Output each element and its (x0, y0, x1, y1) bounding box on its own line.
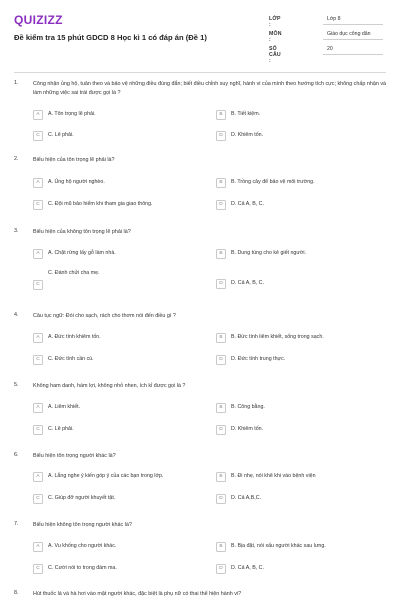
question-number: 3. (14, 228, 19, 234)
option-letter-box: A (33, 110, 43, 120)
option-letter-box: B (216, 333, 226, 343)
option-text: C. Đánh chửi cha mẹ. (48, 270, 100, 276)
option-letter-box: C (33, 280, 43, 290)
quiz-title: Đề kiểm tra 15 phút GDCD 8 Học kì 1 có đáp án (Đề 1) (14, 33, 207, 42)
option-letter-box: A (33, 178, 43, 188)
option-letter-box: B (216, 178, 226, 188)
question-number: 2. (14, 156, 19, 162)
option-letter-box: A (33, 542, 43, 552)
option-text: A. Chặt rừng lấy gỗ làm nhà. (48, 250, 116, 256)
meta-subject-label: MÔN : (269, 31, 282, 43)
meta-class-label: LỚP : (269, 16, 281, 28)
meta-subject-underline (323, 39, 383, 40)
option-text: C. Giúp đỡ người khuyết tật. (48, 495, 116, 501)
option-text: D. Đức tính trung thực. (231, 356, 286, 362)
option-letter-box: B (216, 110, 226, 120)
question-text: Biểu hiện của không tôn trọng lẽ phải là? (33, 229, 131, 235)
option-letter-box: C (33, 355, 43, 365)
question-number: 4. (14, 312, 19, 318)
option-text: A. Ủng hộ người nghèo. (48, 179, 105, 185)
question-text: Câu tục ngữ: Đói cho sạch, rách cho thơm nói đến điều gì ? (33, 313, 176, 319)
option-letter-box: D (216, 494, 226, 504)
option-text: C. Lẽ phải. (48, 426, 74, 432)
option-letter-box: B (216, 249, 226, 259)
question-number: 6. (14, 452, 19, 458)
option-text: A. Liêm khiết. (48, 404, 81, 410)
option-text: C. Cười nói to trong đám ma. (48, 565, 117, 571)
option-text: D. Cả A, B, C. (231, 280, 264, 286)
option-letter-box: C (33, 131, 43, 141)
question-number: 7. (14, 521, 19, 527)
header-divider (14, 72, 386, 73)
option-letter-box: B (216, 542, 226, 552)
worksheet-header (0, 0, 400, 62)
option-text: B. Bịa đặt, nói xấu người khác sau lưng. (231, 543, 326, 549)
question-text: Công nhận ủng hộ, tuân theo và bảo vệ những điều đúng đắn; biết điều chỉnh suy nghĩ, hành vi của mình theo hướng tích cực; không chấp nhận và làm những việc sai trái được gọi là ? (33, 81, 387, 96)
question-number: 5. (14, 382, 19, 388)
option-text: D. Khiêm tốn. (231, 426, 264, 432)
meta-class-underline (323, 24, 383, 25)
option-letter-box: D (216, 131, 226, 141)
option-text: B. Đi nhẹ, nói khẽ khi vào bệnh viện (231, 473, 316, 479)
option-text: B. Tiết kiệm. (231, 111, 261, 117)
option-letter-box: B (216, 403, 226, 413)
option-text: D. Cả A,B,C. (231, 495, 262, 501)
option-text: B. Công bằng. (231, 404, 265, 410)
meta-class-value: Lớp 8 (327, 16, 341, 22)
option-letter-box: A (33, 472, 43, 482)
option-letter-box: B (216, 472, 226, 482)
question-text: Biểu hiện của tôn trọng lẽ phải là? (33, 157, 115, 163)
option-text: C. Lẽ phải. (48, 132, 74, 138)
option-letter-box: C (33, 564, 43, 574)
question-text: Biểu hiện không tôn trọng người khác là? (33, 522, 132, 528)
option-text: A. Lắng nghe ý kiến góp ý của các bạn trong lớp. (48, 473, 164, 479)
option-text: A. Tôn trọng lẽ phải. (48, 111, 96, 117)
option-letter-box: A (33, 249, 43, 259)
option-letter-box: C (33, 494, 43, 504)
option-letter-box: D (216, 355, 226, 365)
option-letter-box: D (216, 425, 226, 435)
option-text: C. Đức tính cần cù. (48, 356, 94, 362)
option-text: D. Khiêm tốn. (231, 132, 264, 138)
question-number: 1. (14, 80, 19, 86)
meta-count-value: 20 (327, 46, 333, 52)
option-letter-box: D (216, 279, 226, 289)
option-letter-box: A (33, 403, 43, 413)
option-text: B. Trồng cây để bảo vệ môi trường. (231, 179, 315, 185)
option-text: A. Đức tính khiêm tốn. (48, 334, 101, 340)
meta-count-underline (323, 54, 383, 55)
option-text: C. Đội mũ bảo hiểm khi tham gia giao thông. (48, 201, 153, 207)
option-letter-box: D (216, 200, 226, 210)
option-letter-box: D (216, 564, 226, 574)
question-text: Biểu hiện tôn trọng người khác là? (33, 453, 116, 459)
quizizz-logo: QUIZIZZ (14, 13, 63, 27)
option-text: D. Cả A, B, C. (231, 565, 264, 571)
meta-count-label: SỐ CÂU : (269, 46, 281, 64)
option-letter-box: A (33, 333, 43, 343)
meta-subject-value: Giáo dục công dân (327, 31, 371, 37)
option-letter-box: C (33, 425, 43, 435)
question-text: Hút thuốc lá và hà hơi vào mặt người khác, đặc biệt là phụ nữ có thai thể hiện hành vi? (33, 591, 242, 597)
question-number: 8. (14, 590, 19, 596)
option-text: D. Cả A, B, C. (231, 201, 264, 207)
option-text: A. Vu khống cho người khác. (48, 543, 117, 549)
option-letter-box: C (33, 200, 43, 210)
option-text: B. Dung túng cho kẻ giết người. (231, 250, 307, 256)
option-text: B. Đức tính liêm khiết, sống trong sạch. (231, 334, 324, 340)
question-text: Không ham danh, hám lợi, không nhỏ nhen, ích kỉ được gọi là ? (33, 383, 186, 389)
